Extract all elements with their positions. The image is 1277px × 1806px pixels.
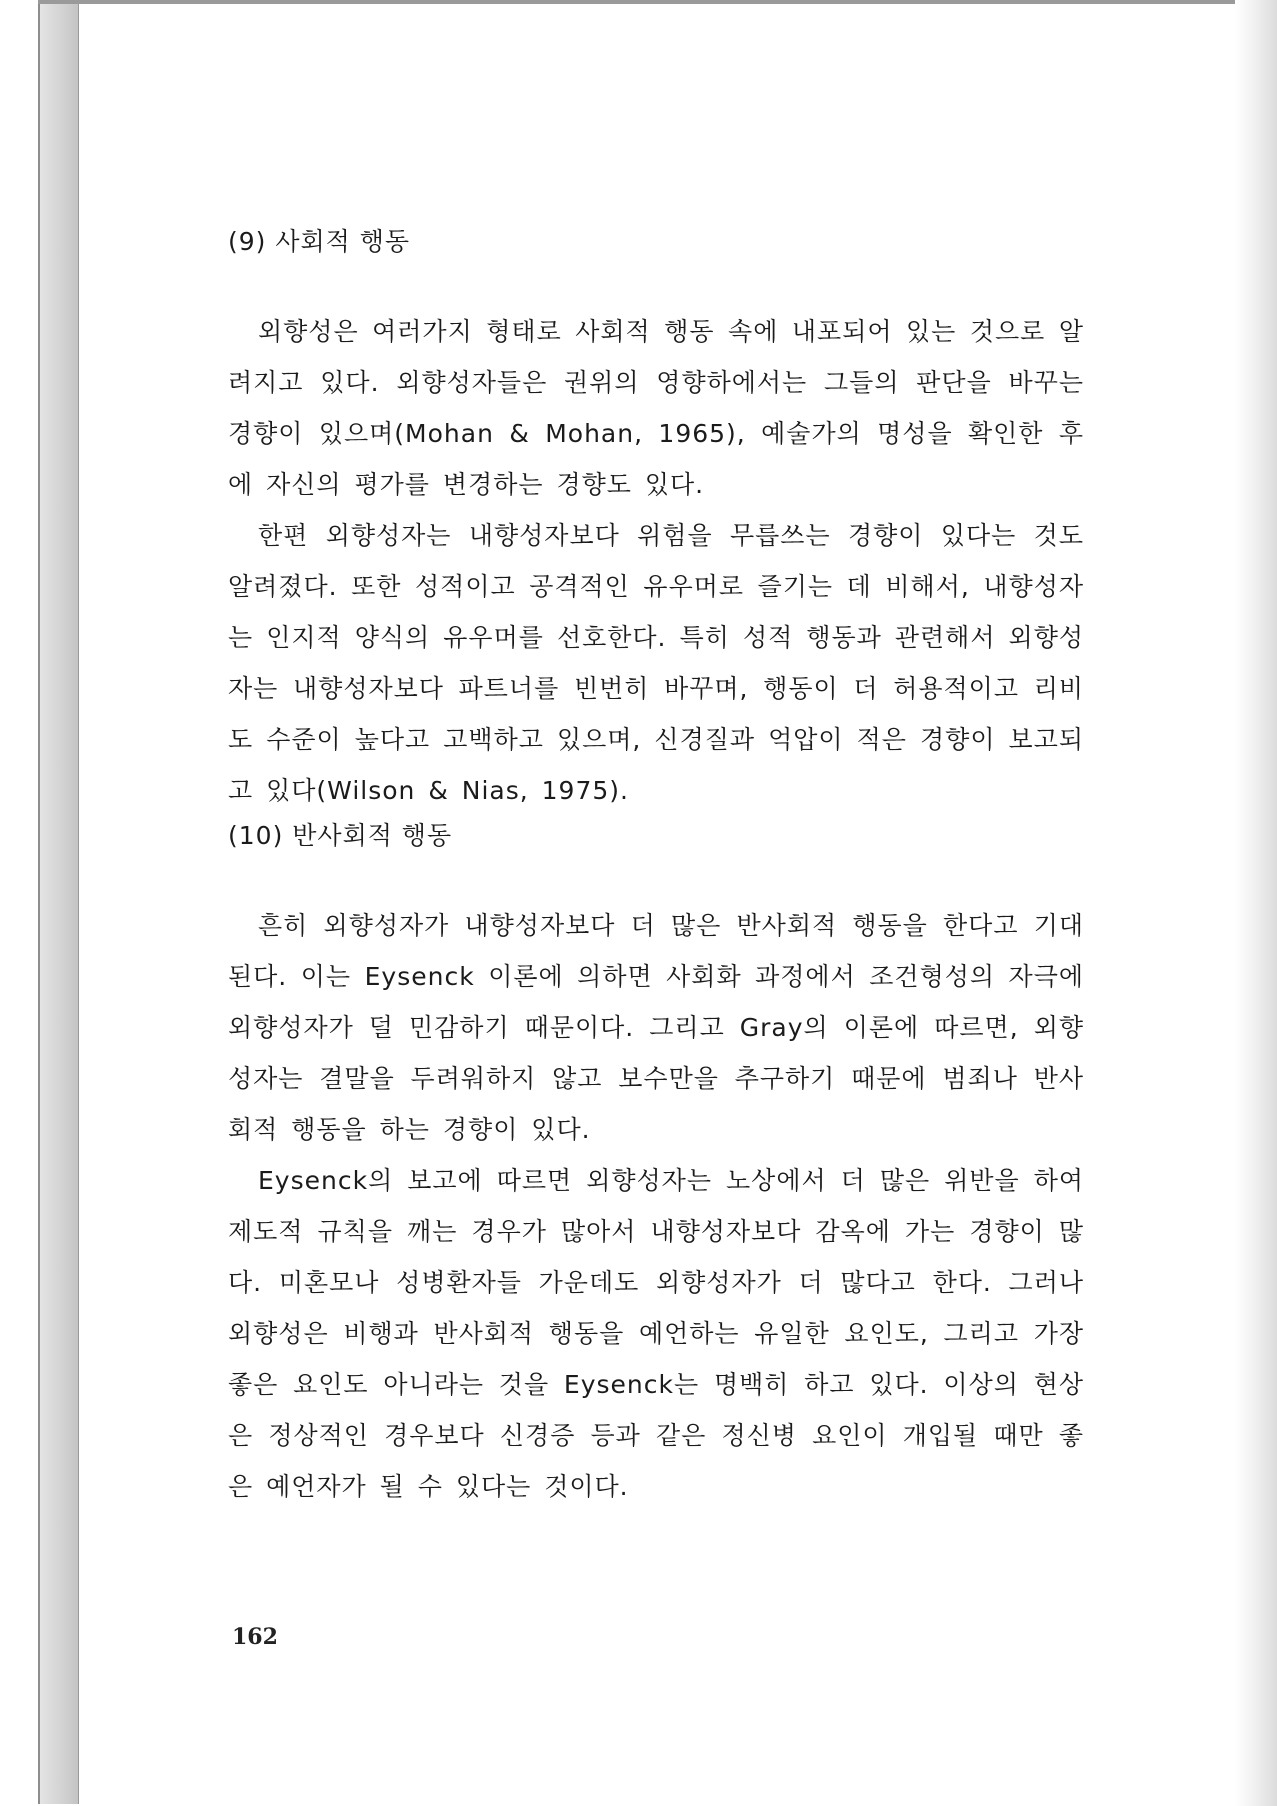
section-body-social-behavior <box>228 306 1084 816</box>
book-spine <box>38 4 78 1804</box>
paragraph: Eysenck의 보고에 따르면 외향성자는 노상에서 더 많은 위반을 하여 제도적 규칙을 깨는 경우가 많아서 내향성자보다 감옥에 가는 경향이 많다. 미혼모나 성병환자들 가운데도 외향성자가 더 많다고 한다. 그러나 외향성은 비행과 반사회적 행동을 예언하는 유일한 요인도, 그리고 가장 좋은 요인도 아니라는 것을 Eysenck는 명백히 하고 있다. 이상의 현상은 정상적인 경우보다 신경증 등과 같은 정신병 요인이 개입될 때만 좋은 예언자가 될 수 있다는 것이다. <box>228 1166 1084 1501</box>
section-heading-antisocial-behavior: (10) 반사회적 행동 <box>228 821 453 850</box>
paragraph: 한편 외향성자는 내향성자보다 위험을 무릅쓰는 경향이 있다는 것도 알려졌다. 또한 성적이고 공격적인 유우머로 즐기는 데 비해서, 내향성자는 인지적 양식의 유우머를 선호한다. 특히 성적 행동과 관련해서 외향성자는 내향성자보다 파트너를 빈번히 바꾸며, 행동이 더 허용적이고 리비도 수준이 높다고 고백하고 있으며, 신경질과 억압이 적은 경향이 보고되고 있다(Wilson & Nias, 1975). <box>228 521 1084 805</box>
page-number: 162 <box>232 1624 278 1650</box>
section-heading-social-behavior: (9) 사회적 행동 <box>228 227 411 256</box>
page-right-shadow <box>1235 0 1277 1806</box>
section-body-antisocial-behavior <box>228 900 1084 1512</box>
page-content <box>228 222 1084 1512</box>
paragraph: 외향성은 여러가지 형태로 사회적 행동 속에 내포되어 있는 것으로 알려지고 있다. 외향성자들은 권위의 영향하에서는 그들의 판단을 바꾸는 경향이 있으며(Mohan & Mohan, 1965), 예술가의 명성을 확인한 후에 자신의 평가를 변경하는 경향도 있다. <box>228 317 1084 499</box>
paragraph: 흔히 외향성자가 내향성자보다 더 많은 반사회적 행동을 한다고 기대된다. 이는 Eysenck 이론에 의하면 사회화 과정에서 조건형성의 자극에 외향성자가 덜 민감하기 때문이다. 그리고 Gray의 이론에 따르면, 외향성자는 결말을 두려워하지 않고 보수만을 추구하기 때문에 범죄나 반사회적 행동을 하는 경향이 있다. <box>228 911 1084 1144</box>
